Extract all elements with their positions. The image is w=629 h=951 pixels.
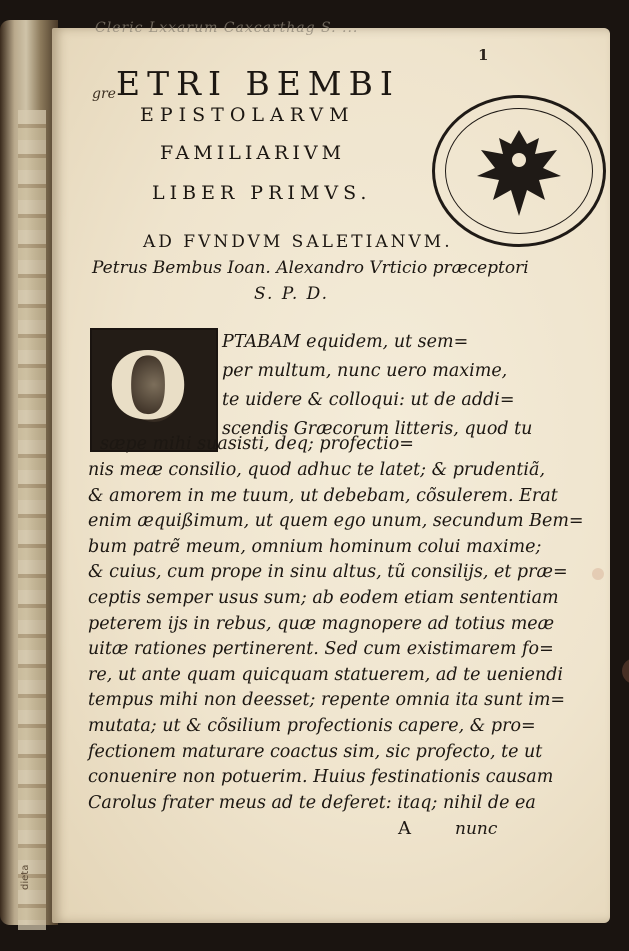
letter-address: Petrus Bembus Ioan. Alexandro Vrticio præceptori bbox=[92, 258, 529, 278]
library-stamp bbox=[432, 95, 606, 247]
body-line: scendis Græcorum litteris, quod tu bbox=[222, 419, 533, 439]
body-line: enim æquißimum, ut quem ego unum, secundum Bem= bbox=[88, 511, 584, 532]
salutation: S. P. D. bbox=[254, 284, 330, 304]
body-line: sæpe mihi suasisti, deq; profectio= bbox=[100, 434, 414, 455]
foxing-stain bbox=[592, 568, 604, 580]
woodcut-initial bbox=[90, 328, 218, 452]
body-line: conuenire non potuerim. Huius festinationis causam bbox=[88, 767, 554, 788]
body-line: per multum, nunc uero maxime, bbox=[222, 361, 508, 381]
body-line: fectionem maturare coactus sim, sic profecto, te ut bbox=[88, 741, 543, 762]
torn-page-edge bbox=[18, 110, 46, 930]
title-line-2: EPISTOLARVM bbox=[140, 104, 355, 126]
body-line: te uidere & colloqui: ut de addi= bbox=[222, 390, 515, 410]
margin-note: gre bbox=[92, 86, 116, 102]
body-line: & cuius, cum prope in sinu altus, tũ consilijs, et præ= bbox=[88, 562, 568, 583]
eagle-icon bbox=[469, 120, 569, 226]
body-line: mutata; ut & cõsilium profectionis capere, & pro= bbox=[88, 716, 536, 736]
body-line: nis meæ consilio, quod adhuc te latet; & prudentiã, bbox=[88, 460, 546, 480]
handwritten-note: Cleric Lxxarum Caxcarthag S. ... bbox=[95, 20, 359, 36]
title-line-3: FAMILIARIVM bbox=[160, 142, 346, 164]
body-line: uitæ rationes pertinerent. Sed cum existimarem fo= bbox=[88, 639, 554, 660]
body-line: re, ut ante quam quicquam statuerem, ad te ueniendi bbox=[88, 664, 563, 685]
body-line: bum patrẽ meum, omnium hominum colui maxime; bbox=[88, 536, 542, 557]
initial-letter: O bbox=[108, 332, 189, 440]
spine-label: dieta bbox=[20, 864, 31, 890]
body-line: peterem ijs in rebus, quæ magnopere ad totius meæ bbox=[88, 613, 555, 634]
catchword: nunc bbox=[455, 819, 498, 839]
body-line: tempus mihi non deesset; repente omnia ita sunt im= bbox=[88, 690, 566, 711]
book-spine bbox=[0, 20, 58, 925]
letter-heading: AD FVNDVM SALETIANVM. bbox=[143, 232, 453, 252]
foxing-stain bbox=[622, 658, 629, 684]
title-line-4: LIBER PRIMVS. bbox=[152, 182, 372, 204]
title-line-1: ETRI BEMBI bbox=[116, 64, 400, 103]
body-line: PTABAM equidem, ut sem= bbox=[222, 332, 469, 352]
signature-mark: A bbox=[398, 818, 411, 839]
body-line: Carolus frater meus ad te deferet: itaq; nihil de ea bbox=[88, 792, 536, 813]
body-line: & amorem in me tuum, ut debebam, cõsulerem. Erat bbox=[88, 485, 558, 506]
body-line: ceptis semper usus sum; ab eodem etiam sententiam bbox=[88, 588, 559, 608]
folio-number: 1 bbox=[478, 46, 489, 64]
